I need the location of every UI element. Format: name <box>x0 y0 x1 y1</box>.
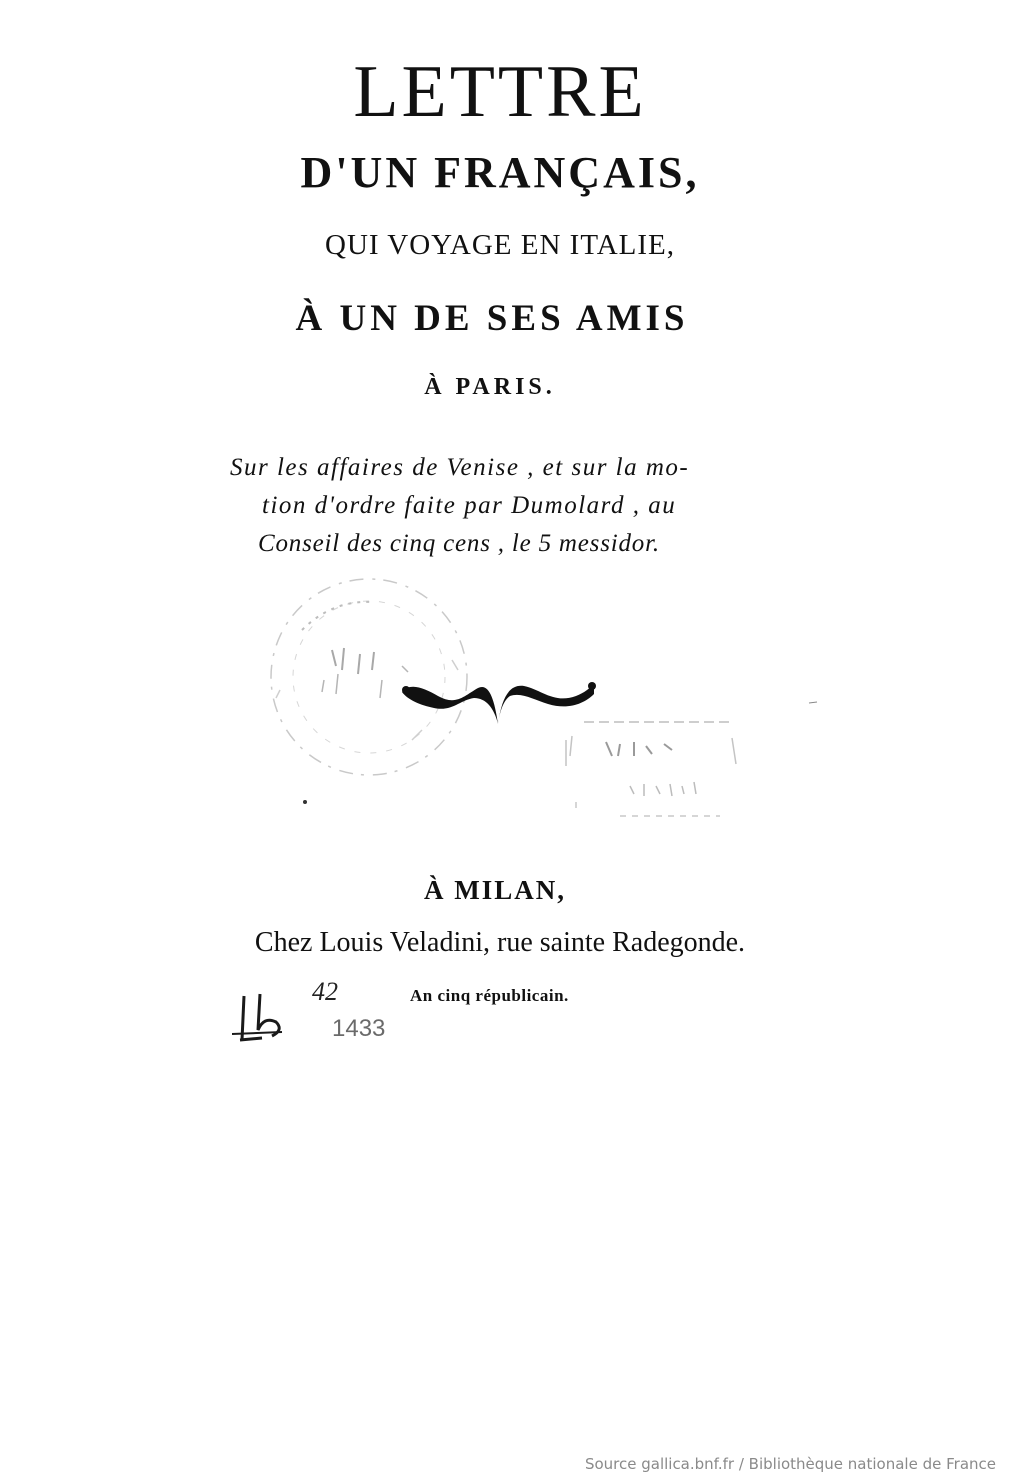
imprint-date: An cinq républicain. <box>410 986 569 1005</box>
ink-speck <box>303 800 307 804</box>
subtitle-line-2: tion d'ordre faite par Dumolard , au <box>262 492 677 519</box>
title-line-5: À PARIS. <box>424 374 556 400</box>
title: LETTRE <box>353 51 647 133</box>
title-line-2: D'UN FRANÇAIS, <box>300 148 700 197</box>
source-attribution: Source gallica.bnf.fr / Bibliothèque nationale de France <box>584 1455 996 1473</box>
title-line-3: QUI VOYAGE EN ITALIE, <box>325 229 675 261</box>
library-stamp-rectangular-icon <box>560 716 740 822</box>
subtitle-line-1: Sur les affaires de Venise , et sur la mo- <box>230 454 690 481</box>
imprint-place: À MILAN, <box>424 875 566 905</box>
subtitle-line-3: Conseil des cinq cens , le 5 messidor. <box>258 530 660 557</box>
shelfmark-item: 1433 <box>332 1015 386 1042</box>
shelfmark-number: 42 <box>312 977 338 1006</box>
handwritten-shelfmark <box>232 972 422 1048</box>
imprint-publisher: Chez Louis Veladini, rue sainte Radegonde. <box>254 927 746 958</box>
ink-speck <box>808 700 818 705</box>
title-line-4: À UN DE SES AMIS <box>295 298 689 339</box>
